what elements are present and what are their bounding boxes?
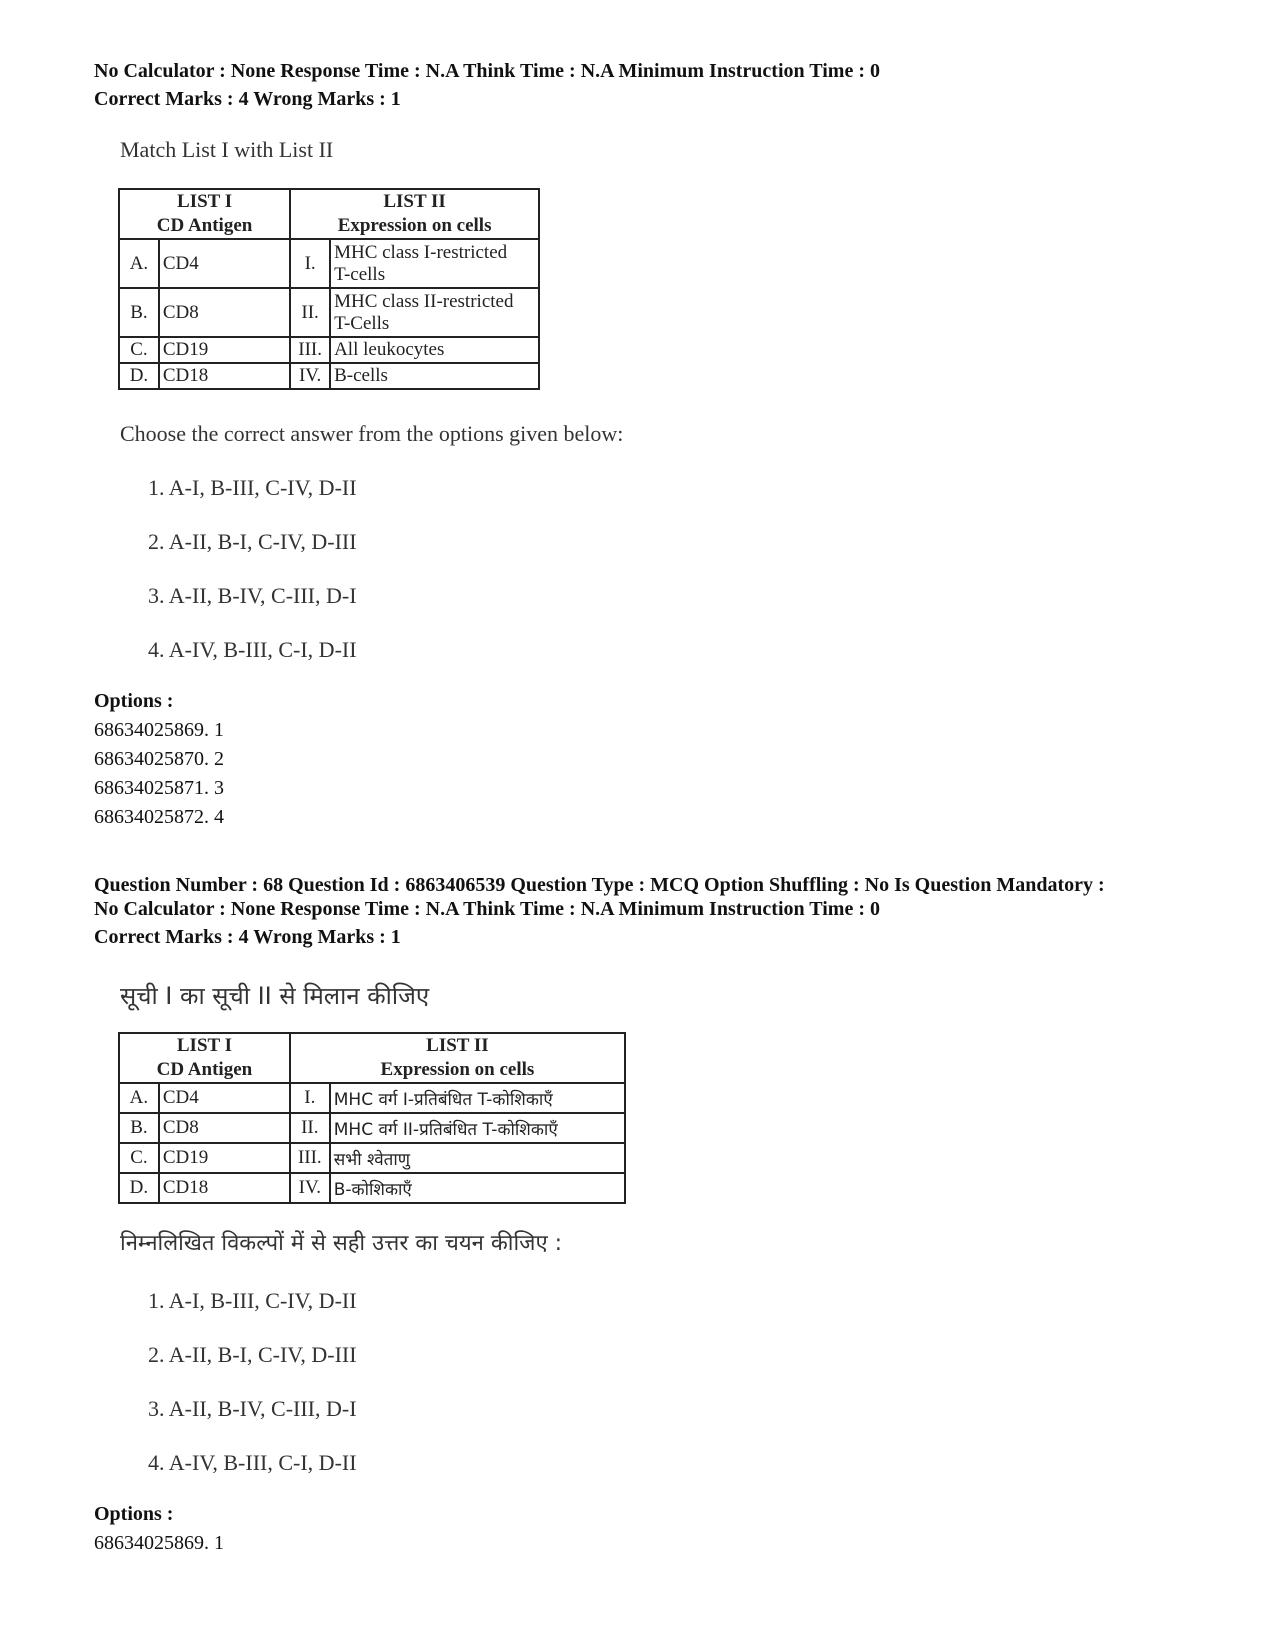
q67-list2-header: LIST II Expression on cells [290,189,539,239]
q68-answer-3: 3. A-II, B-IV, C-III, D-I [148,1396,357,1421]
table-row: C. CD19 III. All leukocytes [119,337,539,363]
q68-meta-line-1: Question Number : 68 Question Id : 6863406539 Question Type : MCQ Option Shuffling : No Is Question Mandatory : [94,874,1105,896]
q67-answer-1: 1. A-I, B-III, C-IV, D-II [148,475,357,500]
q68-list1-header: LIST I CD Antigen [119,1033,290,1083]
q67-choose-instruction: Choose the correct answer from the options given below: [120,421,624,446]
table-row: B. CD8 II. MHC वर्ग II-प्रतिबंधित T-कोशिकाएँ [119,1113,625,1143]
q68-answer-1: 1. A-I, B-III, C-IV, D-II [148,1288,357,1313]
q67-option-3: 68634025871. 3 [94,777,224,799]
q67-option-4: 68634025872. 4 [94,806,224,828]
q67-answer-2: 2. A-II, B-I, C-IV, D-III [148,529,357,554]
q67-match-table [118,188,540,390]
q68-answer-4: 4. A-IV, B-III, C-I, D-II [148,1450,357,1475]
table-row: B. CD8 II. MHC class II-restricted T-Cells [119,288,539,337]
table-row: A. CD4 I. MHC वर्ग I-प्रतिबंधित T-कोशिकाएँ [119,1083,625,1113]
table-row: D. CD18 IV. B-cells [119,363,539,389]
q68-match-table [118,1032,626,1204]
q67-answer-3: 3. A-II, B-IV, C-III, D-I [148,583,357,608]
q67-option-1: 68634025869. 1 [94,719,224,741]
q67-intro: Match List I with List II [120,137,334,162]
table-row: C. CD19 III. सभी श्वेताणु [119,1143,625,1173]
q67-option-2: 68634025870. 2 [94,748,224,770]
q68-options-label: Options : [94,1503,174,1525]
q68-list2-header: LIST II Expression on cells [290,1033,625,1083]
q67-meta-line-2: No Calculator : None Response Time : N.A Think Time : N.A Minimum Instruction Time : 0 [94,60,880,82]
q67-meta-line-3: Correct Marks : 4 Wrong Marks : 1 [94,88,401,110]
q67-answer-4: 4. A-IV, B-III, C-I, D-II [148,637,357,662]
q68-answer-2: 2. A-II, B-I, C-IV, D-III [148,1342,357,1367]
q68-option-1: 68634025869. 1 [94,1532,224,1554]
q67-options-label: Options : [94,690,174,712]
q68-meta-line-2: No Calculator : None Response Time : N.A Think Time : N.A Minimum Instruction Time : 0 [94,898,880,920]
q68-intro: सूची I का सूची II से मिलान कीजिए [120,982,430,1010]
q67-list1-header: LIST I CD Antigen [119,189,290,239]
table-row: A. CD4 I. MHC class I-restricted T-cells [119,239,539,288]
table-row: D. CD18 IV. B-कोशिकाएँ [119,1173,625,1203]
q68-meta-line-3: Correct Marks : 4 Wrong Marks : 1 [94,926,401,948]
q68-choose-instruction: निम्नलिखित विकल्पों में से सही उत्तर का चयन कीजिए : [120,1231,563,1256]
